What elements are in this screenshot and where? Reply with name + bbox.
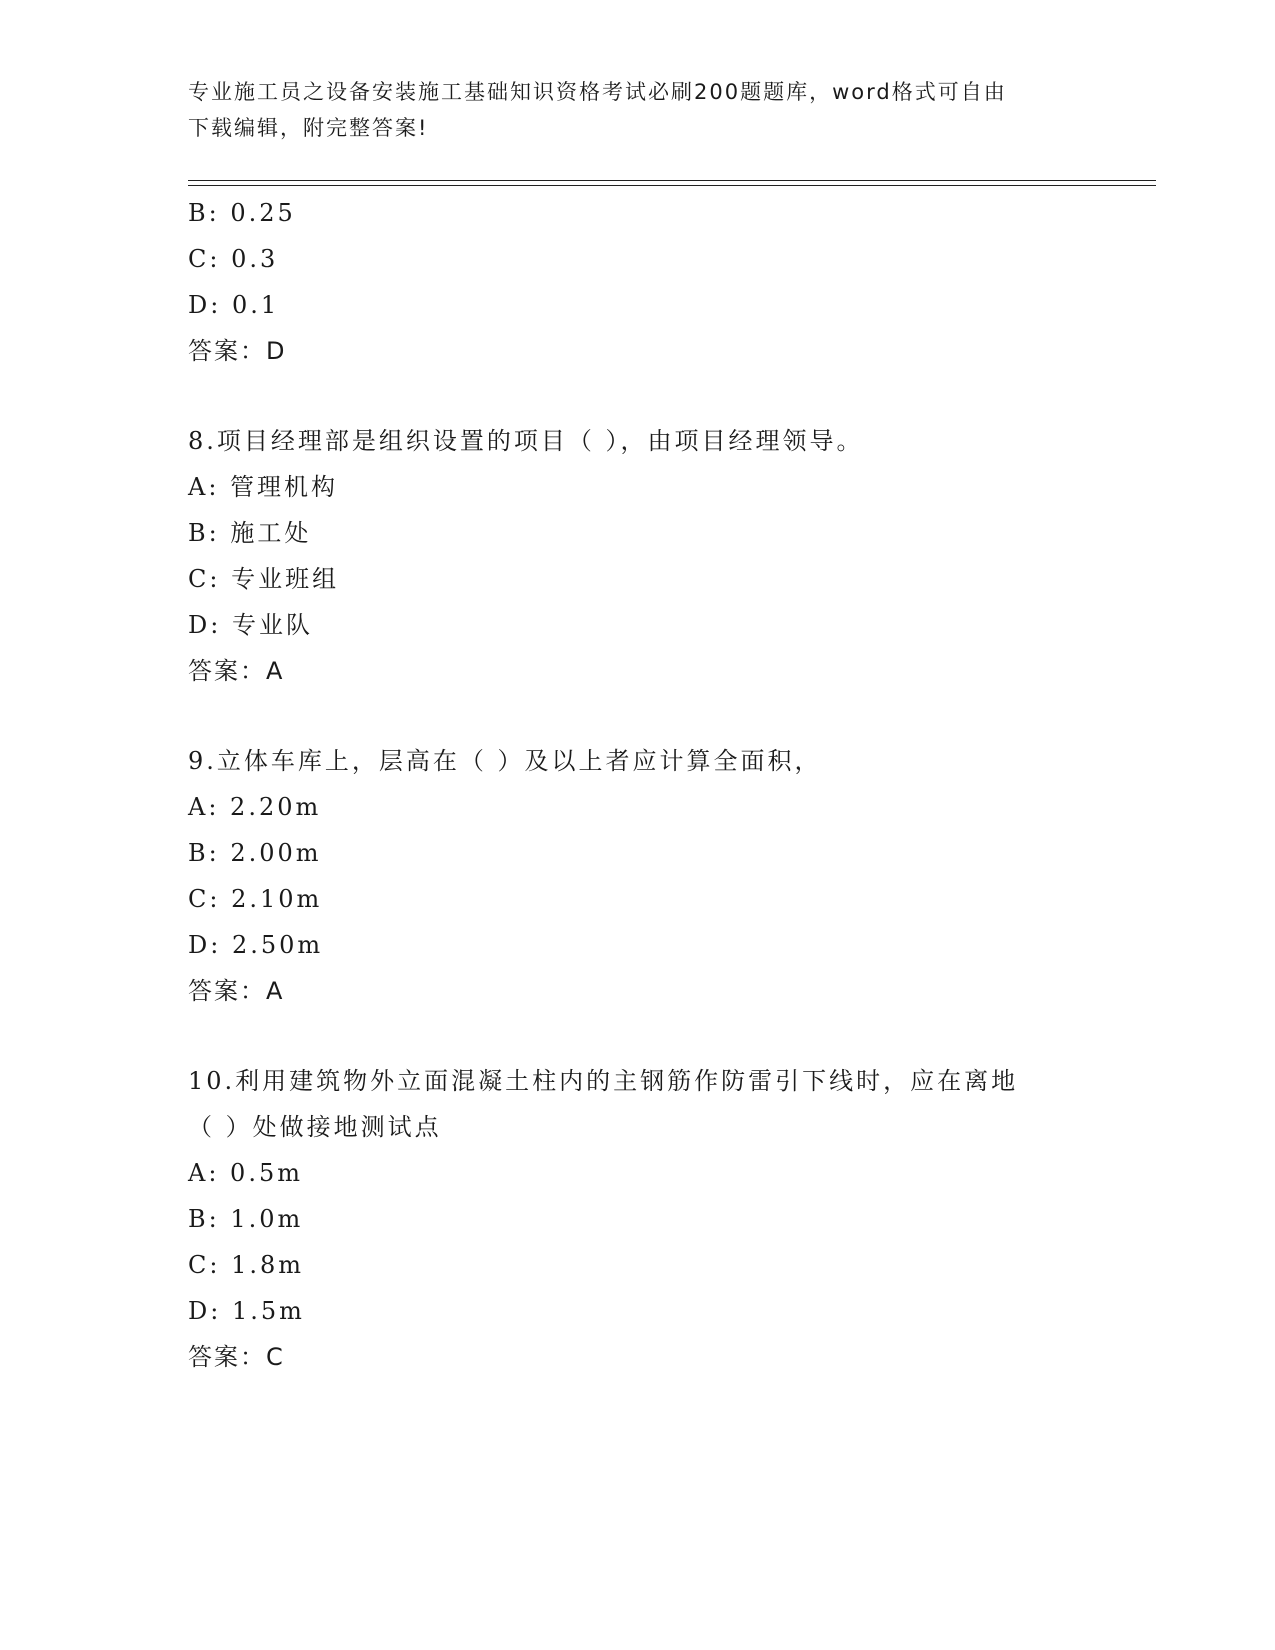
q8-answer: 答案：A (188, 657, 285, 685)
question-10 (188, 1058, 1088, 1380)
q8-option-c: C: 专业班组 (188, 565, 340, 593)
q10-answer: 答案：C (188, 1343, 285, 1371)
q10-option-d: D: 1.5m (188, 1297, 305, 1325)
q8-option-a: A: 管理机构 (188, 473, 339, 501)
question-8 (188, 418, 1088, 694)
q9-option-b: B: 2.00m (188, 839, 322, 867)
q10-question-line-1: 10.利用建筑物外立面混凝土柱内的主钢筋作防雷引下线时，应在离地 (188, 1067, 1019, 1095)
q10-option-a: A: 0.5m (188, 1159, 303, 1187)
q7-answer: 答案：D (188, 337, 287, 365)
question-list (188, 190, 1088, 1380)
q9-answer: 答案：A (188, 977, 285, 1005)
q10-question-line-2: （ ）处做接地测试点 (188, 1113, 442, 1141)
header-line-2: 下载编辑，附完整答案! (188, 116, 429, 140)
q10-option-b: B: 1.0m (188, 1205, 304, 1233)
header-divider-bottom (188, 185, 1156, 186)
header-line-1: 专业施工员之设备安装施工基础知识资格考试必刷200题题库，word格式可自由 (188, 80, 1007, 104)
q9-question: 9.立体车库上，层高在（ ）及以上者应计算全面积， (188, 747, 822, 775)
document-header (188, 74, 1068, 146)
question-9 (188, 738, 1088, 1014)
q9-option-d: D: 2.50m (188, 931, 324, 959)
header-divider-top (188, 180, 1156, 181)
q9-option-a: A: 2.20m (188, 793, 322, 821)
question-7 (188, 190, 1088, 374)
q8-option-d: D: 专业队 (188, 611, 313, 639)
q7-option-c: C: 0.3 (188, 245, 279, 273)
q10-option-c: C: 1.8m (188, 1251, 305, 1279)
q7-option-d: D: 0.1 (188, 291, 280, 319)
q9-option-c: C: 2.10m (188, 885, 323, 913)
q7-option-b: B: 0.25 (188, 199, 296, 227)
q8-question: 8.项目经理部是组织设置的项目（ ），由项目经理领导。 (188, 427, 864, 455)
q8-option-b: B: 施工处 (188, 519, 312, 547)
